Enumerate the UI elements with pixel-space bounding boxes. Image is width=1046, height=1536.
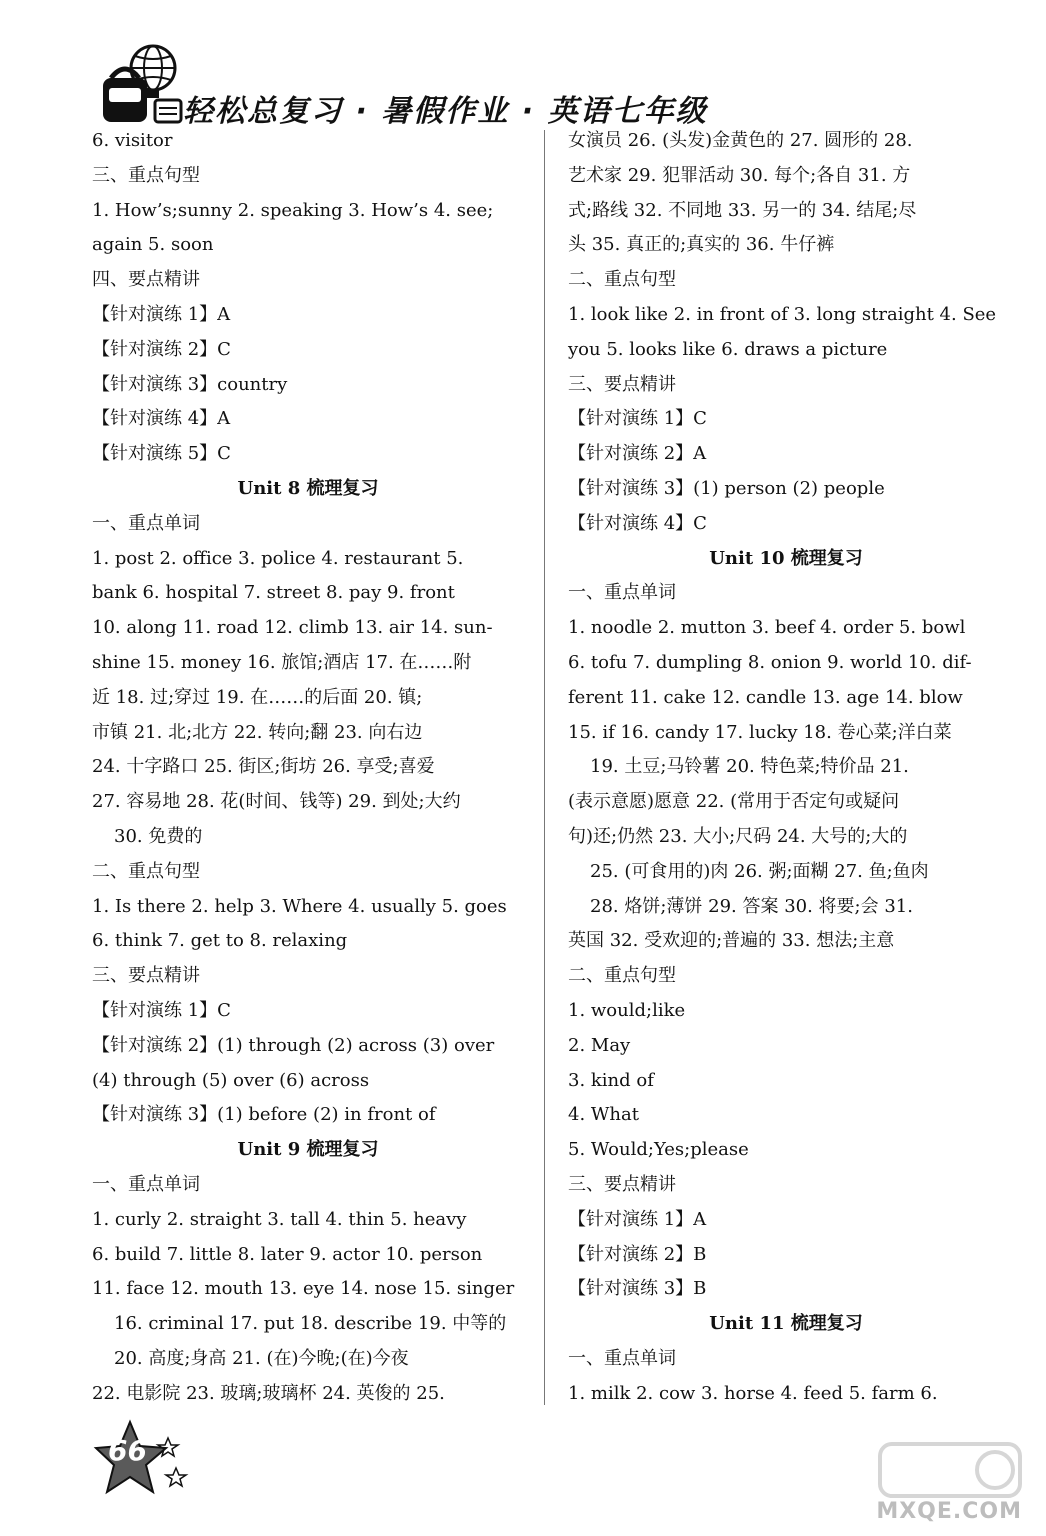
practice-answer: 【针对演练 2】A xyxy=(568,443,707,465)
answer-line: 25. (可食用的)肉 26. 粥;面糊 27. 鱼;鱼肉 xyxy=(590,860,929,882)
right-column xyxy=(568,124,1004,1411)
section-heading: 一、重点单词 xyxy=(92,1173,200,1195)
practice-answer: 【针对演练 1】A xyxy=(92,303,231,325)
practice-answer: 【针对演练 3】(1) before (2) in front of xyxy=(92,1104,436,1126)
globe-school-bag-icon xyxy=(95,38,187,130)
answer-line: again 5. soon xyxy=(92,234,214,256)
section-heading: 四、要点精讲 xyxy=(92,269,200,291)
answer-line: 1. post 2. office 3. police 4. restaurant 5. xyxy=(92,547,464,569)
answer-line: 1. curly 2. straight 3. tall 4. thin 5. heavy xyxy=(92,1208,467,1230)
practice-answer: 【针对演练 3】country xyxy=(92,373,288,395)
answer-line: 句)还;仍然 23. 大小;尺码 24. 大号的;大的 xyxy=(568,825,908,847)
answer-line: 6. tofu 7. dumpling 8. onion 9. world 10. dif- xyxy=(568,651,972,673)
answer-line: 英国 32. 受欢迎的;普遍的 33. 想法;主意 xyxy=(568,930,895,952)
answer-line: 近 18. 过;穿过 19. 在……的后面 20. 镇; xyxy=(92,686,423,708)
section-heading: 三、要点精讲 xyxy=(568,373,676,395)
header-title: 轻松总复习 · 暑假作业 · 英语七年级 xyxy=(183,94,708,129)
answer-line: 3. kind of xyxy=(568,1069,654,1091)
answer-line: 头 35. 真正的;真实的 36. 牛仔裤 xyxy=(568,234,835,256)
page-number: 66 xyxy=(108,1434,147,1467)
answer-line: 艺术家 29. 犯罪活动 30. 每个;各自 31. 方 xyxy=(568,164,911,186)
column-divider xyxy=(544,130,545,1405)
unit-heading: Unit 11 梳理复习 xyxy=(709,1313,863,1335)
answer-line: 15. if 16. candy 17. lucky 18. 卷心菜;洋白菜 xyxy=(568,721,952,743)
unit-heading: Unit 10 梳理复习 xyxy=(709,547,863,569)
answer-line: ferent 11. cake 12. candle 13. age 14. blow xyxy=(568,686,963,708)
answer-line: you 5. looks like 6. draws a picture xyxy=(568,338,888,360)
answer-line: 女演员 26. (头发)金黄色的 27. 圆形的 28. xyxy=(568,130,913,151)
answer-line: 10. along 11. road 12. climb 13. air 14. sun- xyxy=(92,617,493,639)
practice-answer: 【针对演练 2】(1) through (2) across (3) over xyxy=(92,1034,495,1056)
practice-answer: 【针对演练 5】C xyxy=(92,443,231,465)
answer-line: 27. 容易地 28. 花(时间、钱等) 29. 到处;大约 xyxy=(92,791,461,813)
section-heading: 三、要点精讲 xyxy=(568,1173,676,1195)
answer-line: bank 6. hospital 7. street 8. pay 9. front xyxy=(92,582,455,604)
answer-line: 5. Would;Yes;please xyxy=(568,1139,749,1161)
practice-answer: 【针对演练 4】A xyxy=(92,408,231,430)
practice-answer: 【针对演练 3】(1) person (2) people xyxy=(568,477,885,499)
answer-line: 22. 电影院 23. 玻璃;玻璃杯 24. 英俊的 25. xyxy=(92,1382,445,1404)
answer-line: 28. 烙饼;薄饼 29. 答案 30. 将要;会 31. xyxy=(590,895,913,917)
page-number-badge xyxy=(92,1412,202,1502)
answer-line: 11. face 12. mouth 13. eye 14. nose 15. singer xyxy=(92,1278,515,1300)
answer-line: 16. criminal 17. put 18. describe 19. 中等的 xyxy=(114,1313,507,1335)
practice-answer: 【针对演练 4】C xyxy=(568,512,707,534)
answer-line: 6. think 7. get to 8. relaxing xyxy=(92,930,348,952)
answer-line: (表示意愿)愿意 22. (常用于否定句或疑问 xyxy=(568,791,900,813)
answer-line: 2. May xyxy=(568,1034,631,1056)
section-heading: 二、重点句型 xyxy=(568,965,676,987)
answer-line: 1. look like 2. in front of 3. long straight 4. See xyxy=(568,303,997,325)
answer-line: 4. What xyxy=(568,1104,639,1126)
answer-line: 6. visitor xyxy=(92,130,173,151)
answer-line: 1. milk 2. cow 3. horse 4. feed 5. farm 6. xyxy=(568,1382,938,1404)
practice-answer: 【针对演练 2】B xyxy=(568,1243,707,1265)
section-heading: 二、重点句型 xyxy=(92,860,200,882)
answer-line: 6. build 7. little 8. later 9. actor 10. person xyxy=(92,1243,483,1265)
practice-answer: 【针对演练 1】A xyxy=(568,1208,707,1230)
practice-answer: 【针对演练 3】B xyxy=(568,1278,707,1300)
answer-watermark-logo xyxy=(840,1438,1030,1528)
watermark-text: MXQE.COM xyxy=(876,1499,1022,1524)
left-column xyxy=(92,124,524,1411)
answer-line: 24. 十字路口 25. 街区;街坊 26. 享受;喜爱 xyxy=(92,756,435,778)
answer-line: 19. 土豆;马铃薯 20. 特色菜;特价品 21. xyxy=(590,756,909,778)
practice-answer: 【针对演练 1】C xyxy=(92,999,231,1021)
answer-line: 1. How’s;sunny 2. speaking 3. How’s 4. see; xyxy=(92,199,494,221)
section-heading: 二、重点句型 xyxy=(568,269,676,291)
page-header xyxy=(95,38,708,138)
section-heading: 一、重点单词 xyxy=(568,582,676,604)
answer-line: 1. noodle 2. mutton 3. beef 4. order 5. bowl xyxy=(568,617,966,639)
answer-line: shine 15. money 16. 旅馆;酒店 17. 在……附 xyxy=(92,651,472,673)
answer-line: 20. 高度;身高 21. (在)今晚;(在)今夜 xyxy=(114,1347,409,1369)
practice-answer: 【针对演练 1】C xyxy=(568,408,707,430)
answer-line: 式;路线 32. 不同地 33. 另一的 34. 结尾;尽 xyxy=(568,199,917,221)
section-heading: 一、重点单词 xyxy=(568,1347,676,1369)
answer-line: (4) through (5) over (6) across xyxy=(92,1069,370,1091)
section-heading: 三、要点精讲 xyxy=(92,965,200,987)
answer-line: 1. Is there 2. help 3. Where 4. usually 5. goes xyxy=(92,895,507,917)
practice-answer: 【针对演练 2】C xyxy=(92,338,231,360)
unit-heading: Unit 8 梳理复习 xyxy=(237,477,379,499)
section-heading: 一、重点单词 xyxy=(92,512,200,534)
section-heading: 三、重点句型 xyxy=(92,164,200,186)
unit-heading: Unit 9 梳理复习 xyxy=(237,1139,379,1161)
answer-line: 30. 免费的 xyxy=(114,825,203,847)
answer-line: 1. would;like xyxy=(568,999,686,1021)
answer-line: 市镇 21. 北;北方 22. 转向;翻 23. 向右边 xyxy=(92,721,423,743)
